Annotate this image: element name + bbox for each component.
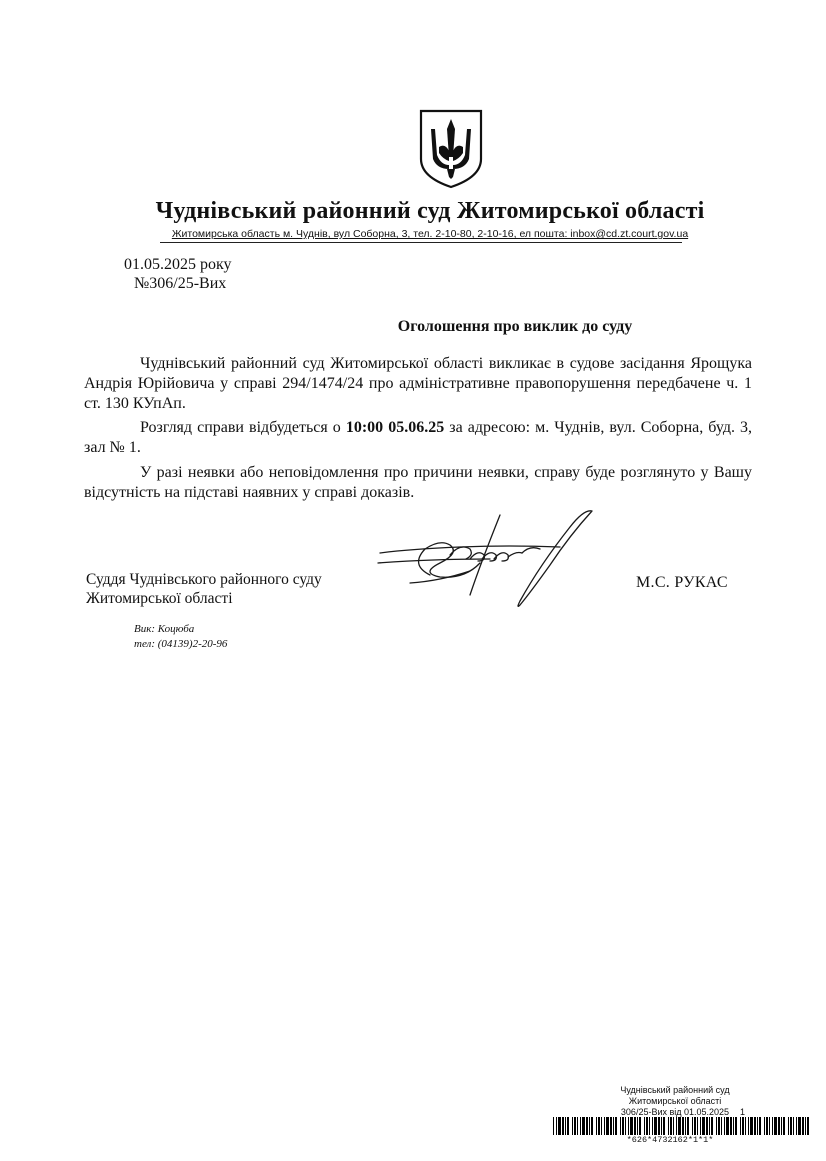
- hearing-text-before: Розгляд справи відбудеться о: [140, 419, 346, 436]
- stamp-number-line: 306/25-Вих від 01.05.2025: [620, 1107, 730, 1117]
- executor-info: [134, 622, 227, 652]
- handwritten-signature: [370, 505, 595, 615]
- court-address: Житомирська область м. Чуднів, вул Соборна, 3, тел. 2-10-80, 2-10-16, ел пошта: inbox@cd.zt.court.gov.ua: [171, 228, 689, 240]
- outgoing-number: №306/25-Вих: [134, 275, 227, 292]
- coat-of-arms-trident-icon: [417, 107, 485, 189]
- hearing-address: за адресою: м. Чуднів, вул. Соборна, буд. 3, зал № 1.: [84, 419, 753, 456]
- document-barcode: [553, 1117, 811, 1135]
- stamp-region-line: Житомирської області: [628, 1096, 722, 1106]
- executor-name: Вик: Коцюба: [134, 623, 195, 635]
- header-divider: [160, 242, 682, 243]
- barcode-text: *626*4732162*1*1*: [626, 1135, 714, 1145]
- judge-title-line: Суддя Чуднівського районного суду: [86, 571, 322, 588]
- notice-paragraph-hearing: [84, 418, 752, 458]
- stamp-court-line: Чуднівський районний суд: [620, 1085, 730, 1095]
- notice-paragraph-summons: Чуднівський районний суд Житомирської області викликає в судове засідання Ярощука Андрія Юрійовича у справі 294/1474/24 про адміністративне правопорушення передбачене ч. 1 ст. 130 КУпАп.: [84, 355, 752, 412]
- notice-title: Оголошення про виклик до суду: [397, 318, 633, 335]
- document-date: 01.05.2025 року: [124, 256, 232, 273]
- court-name: Чуднівський районний суд Житомирської області: [155, 198, 705, 224]
- stamp-page-number: 1: [740, 1107, 746, 1117]
- hearing-datetime: 10:00 05.06.25: [345, 419, 445, 436]
- executor-phone: тел: (04139)2-20-96: [134, 638, 228, 650]
- judge-name: М.С. РУКАС: [636, 574, 728, 591]
- judge-title-line: Житомирської області: [86, 590, 233, 607]
- notice-paragraph-consequences: У разі неявки або неповідомлення про причини неявки, справу буде розглянуто у Вашу відсутність на підставі наявних у справі доказів.: [84, 464, 752, 501]
- judge-title: [86, 570, 322, 608]
